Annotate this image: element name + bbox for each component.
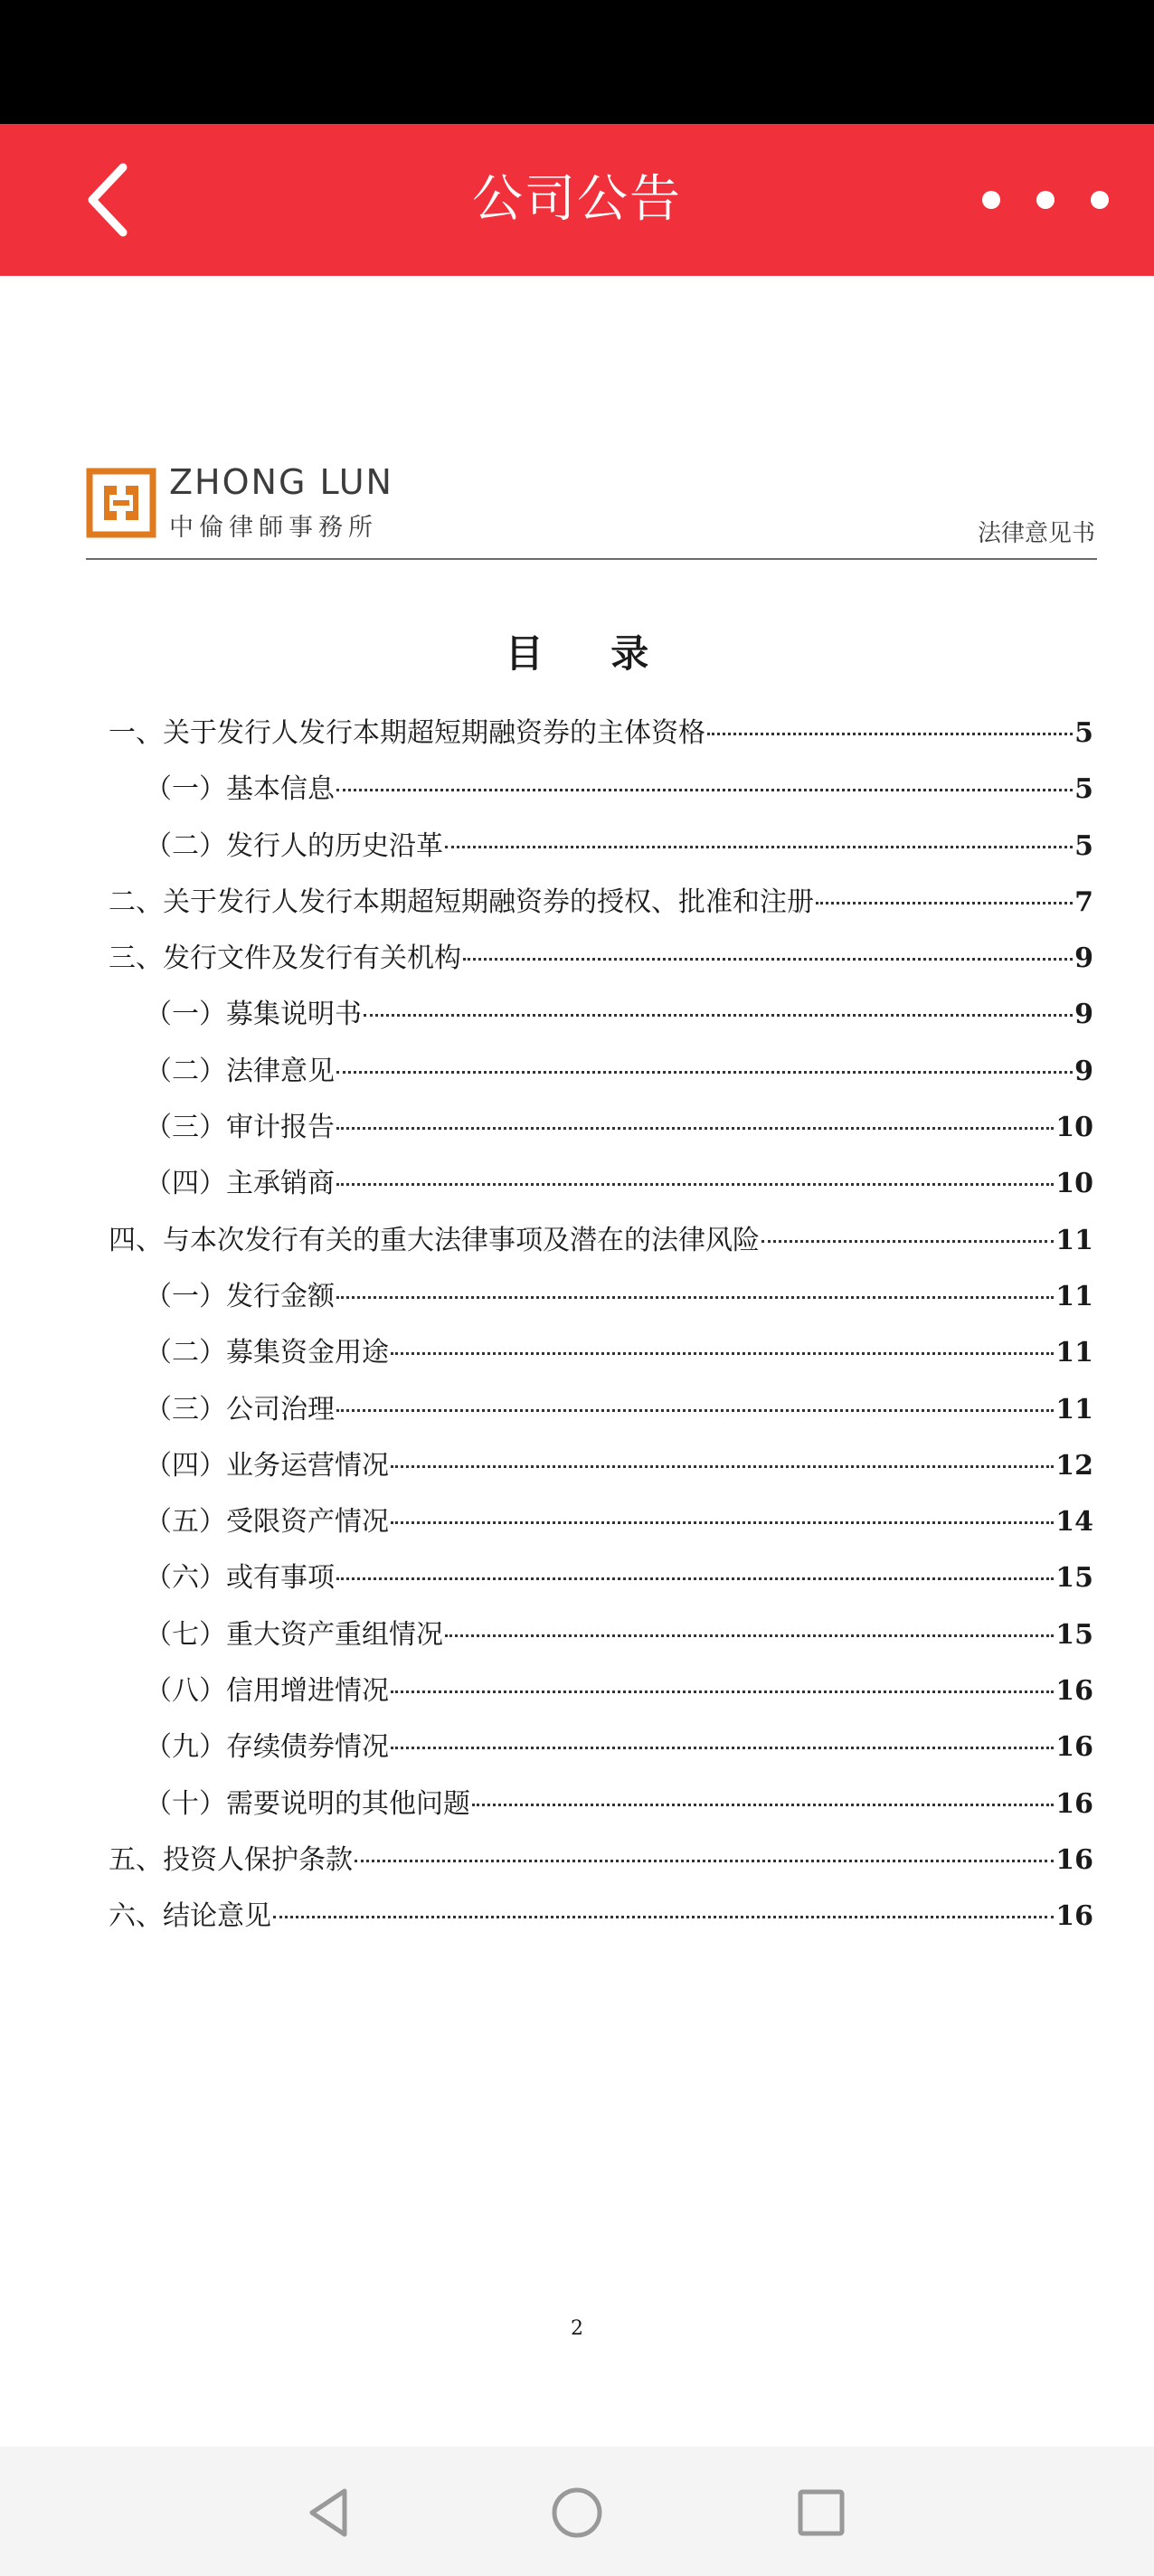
toc-entry-page: 11	[1055, 1280, 1093, 1312]
document-page[interactable]	[0, 276, 1154, 2447]
toc-entry[interactable]	[109, 875, 1093, 931]
toc-entry-label: （四）业务运营情况	[145, 1449, 389, 1482]
toc-leader-dots	[472, 1804, 1054, 1806]
toc-entry-page: 5	[1074, 717, 1093, 749]
toc-entry-label: （一）基本信息	[145, 773, 335, 806]
toc-entry-page: 11	[1055, 1393, 1093, 1425]
toc-entry-label: （二）发行人的历史沿革	[145, 829, 443, 862]
toc-entry[interactable]	[109, 1438, 1093, 1494]
toc-entry-page: 11	[1055, 1337, 1093, 1369]
toc-entry-label: （三）审计报告	[145, 1112, 335, 1144]
toc-leader-dots	[336, 1409, 1054, 1412]
toc-leader-dots	[364, 1014, 1073, 1017]
toc-entry-label: （三）公司治理	[145, 1393, 335, 1425]
toc-leader-dots	[445, 1634, 1054, 1637]
toc-entry[interactable]	[109, 931, 1093, 987]
toc-leader-dots	[391, 1465, 1054, 1468]
toc-entry-label: （四）主承销商	[145, 1168, 335, 1200]
toc-entry-page: 16	[1055, 1787, 1093, 1820]
toc-entry[interactable]	[109, 1663, 1093, 1719]
toc-entry-label: 二、关于发行人发行本期超短期融资券的授权、批准和注册	[109, 886, 814, 918]
toc-entry-page: 7	[1074, 886, 1093, 918]
more-options-button[interactable]	[982, 173, 1109, 227]
toc-leader-dots	[391, 1352, 1054, 1355]
toc-entry-page: 16	[1055, 1900, 1093, 1933]
nav-home-button[interactable]	[536, 2472, 618, 2553]
toc-leader-dots	[761, 1240, 1054, 1243]
toc-entry-label: （一）发行金额	[145, 1280, 335, 1312]
toc-leader-dots	[391, 1747, 1054, 1749]
toc-entry-page: 10	[1055, 1112, 1093, 1144]
toc-leader-dots	[336, 1577, 1054, 1580]
toc-entry-label: 三、发行文件及发行有关机构	[109, 942, 461, 975]
toc-entry[interactable]	[109, 1833, 1093, 1889]
toc-entry-page: 14	[1055, 1506, 1093, 1539]
toc-entry-page: 5	[1074, 829, 1093, 862]
toc-leader-dots	[707, 733, 1073, 735]
app-header	[0, 124, 1154, 276]
square-recent-icon	[794, 2486, 848, 2540]
toc-entry[interactable]	[109, 1156, 1093, 1212]
status-bar	[0, 0, 1154, 124]
toc-leader-dots	[355, 1860, 1054, 1862]
toc-entry-label: （二）法律意见	[145, 1055, 335, 1087]
toc-entry-page: 12	[1055, 1449, 1093, 1482]
toc-entry-label: （七）重大资产重组情况	[145, 1618, 443, 1651]
toc-entry-page: 9	[1074, 999, 1093, 1031]
toc-entry[interactable]	[109, 1719, 1093, 1776]
toc-entry[interactable]	[109, 706, 1093, 762]
toc-entry-page: 15	[1055, 1618, 1093, 1651]
triangle-back-icon	[303, 2486, 357, 2540]
toc-entry-page: 16	[1055, 1675, 1093, 1708]
page-title: 公司公告	[472, 170, 682, 229]
toc-leader-dots	[336, 1127, 1054, 1130]
firm-name-chinese: 中倫律師事務所	[169, 514, 378, 542]
toc-entry-label: 六、结论意见	[109, 1900, 271, 1933]
table-of-contents	[109, 706, 1093, 1946]
toc-entry-label: （六）或有事项	[145, 1562, 335, 1595]
toc-leader-dots	[273, 1916, 1054, 1918]
firm-name-english: ZHONG LUN	[169, 462, 393, 502]
document-header	[86, 462, 1097, 560]
toc-entry-label: （二）募集资金用途	[145, 1337, 389, 1369]
toc-entry[interactable]	[109, 1889, 1093, 1945]
toc-entry-label: （一）募集说明书	[145, 999, 362, 1031]
toc-entry[interactable]	[109, 1494, 1093, 1550]
toc-entry[interactable]	[109, 1550, 1093, 1606]
toc-entry[interactable]	[109, 1044, 1093, 1100]
circle-home-icon	[550, 2486, 604, 2540]
toc-leader-dots	[336, 1183, 1054, 1186]
system-navigation-bar	[0, 2447, 1154, 2576]
toc-entry-label: （十）需要说明的其他问题	[145, 1787, 470, 1820]
toc-entry-page: 11	[1055, 1224, 1093, 1256]
toc-entry[interactable]	[109, 1776, 1093, 1833]
toc-entry-label: 一、关于发行人发行本期超短期融资券的主体资格	[109, 717, 705, 749]
toc-leader-dots	[391, 1521, 1054, 1524]
zhonglun-logo-icon	[86, 468, 156, 538]
toc-leader-dots	[391, 1690, 1054, 1693]
toc-entry-label: 五、投资人保护条款	[109, 1843, 353, 1876]
toc-entry-label: （九）存续债券情况	[145, 1731, 389, 1764]
toc-entry[interactable]	[109, 1325, 1093, 1381]
toc-leader-dots	[336, 1071, 1073, 1074]
toc-entry[interactable]	[109, 1382, 1093, 1438]
toc-leader-dots	[463, 958, 1073, 961]
toc-leader-dots	[336, 1296, 1054, 1299]
nav-recent-apps-button[interactable]	[780, 2472, 862, 2553]
toc-entry-page: 16	[1055, 1731, 1093, 1764]
toc-entry-page: 5	[1074, 773, 1093, 806]
toc-entry[interactable]	[109, 762, 1093, 818]
document-type: 法律意见书	[977, 520, 1095, 547]
nav-back-button[interactable]	[289, 2472, 371, 2553]
toc-entry[interactable]	[109, 987, 1093, 1043]
toc-title: 目 录	[505, 631, 676, 676]
toc-entry-page: 9	[1074, 1055, 1093, 1087]
toc-entry-page: 10	[1055, 1168, 1093, 1200]
toc-leader-dots	[816, 902, 1073, 904]
toc-leader-dots	[445, 846, 1073, 848]
toc-entry[interactable]	[109, 819, 1093, 875]
toc-entry[interactable]	[109, 1100, 1093, 1156]
toc-entry-page: 9	[1074, 942, 1093, 975]
toc-entry-page: 15	[1055, 1562, 1093, 1595]
toc-entry-label: 四、与本次发行有关的重大法律事项及潜在的法律风险	[109, 1224, 760, 1256]
toc-entry[interactable]	[109, 1269, 1093, 1325]
toc-entry-label: （八）信用增进情况	[145, 1675, 389, 1708]
more-horizontal-icon	[982, 191, 1000, 209]
toc-entry[interactable]	[109, 1607, 1093, 1663]
page-number: 2	[571, 2317, 583, 2340]
toc-entry-page: 16	[1055, 1843, 1093, 1876]
toc-entry-label: （五）受限资产情况	[145, 1506, 389, 1539]
toc-entry[interactable]	[109, 1213, 1093, 1269]
toc-leader-dots	[336, 789, 1073, 791]
